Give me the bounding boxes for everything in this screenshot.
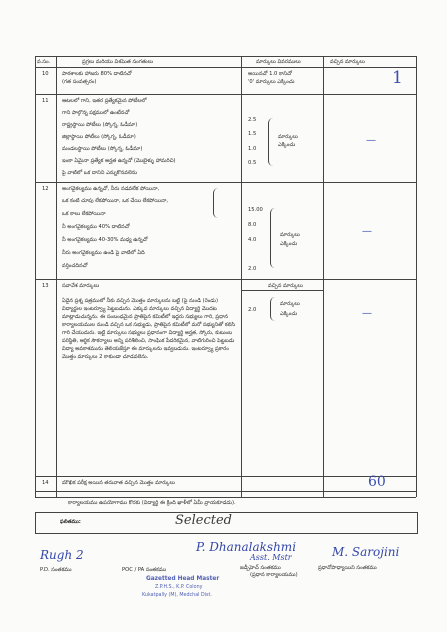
- stamp-line-3: Kukatpally (M), Medchal Dist.: [142, 593, 212, 598]
- row-11-line-6: ఇంకా ఏమైనా ప్రత్యేక అర్హత ఉన్నచో (మొబైళ్ళు హామరిచి): [62, 158, 176, 164]
- row-14-text: మౌఖిక పరీక్ష అయిన తరువాత వచ్చిన మొత్తం మార్కులు: [62, 480, 175, 486]
- row-11-brace: [268, 118, 273, 166]
- stamp-line-1: Gazetted Head Master: [146, 576, 220, 582]
- header-obtained: వచ్చిన మార్కులు: [330, 59, 365, 65]
- row-10-marks-1: అయినచో 1.0 కానిచో: [248, 71, 292, 77]
- header-sno: వ.సం.: [37, 59, 51, 65]
- row-12-num: 12: [42, 186, 49, 192]
- row-11-value-3: 1.0: [248, 146, 257, 152]
- hm-signature-designation: Asst. Mstr: [250, 553, 292, 562]
- row-13-paragraph: ఏదైన ప్రశ్న పత్రములో నీకు వచ్చిన మొత్తం మార్కులను బట్టి (పై నుండి (రెండు) విద్యార్థుల ఇంటర్వ్యూ పెట్టబడును. ఎక్కువ మార్కులు వచ్చిన విద్యార్థి మొదట మాట్లాడుచున్నను. ఈ సంబంధమైన ప్రాతిపైన కమిటీలో ఇద్దరు సభ్యులు గారి, ప్రధాన కార్యాలయముల నుండి వచ్చిన ఒక సభ్యుడు, ప్రాతిపైన కమిటీలో మరో సభ్యునితో కలిసి గారి చేయుదురు. ఇట్టి మార్కులు సభ్యులు ప్రధానంగా విద్యార్థి అర్హత, స్కోరు, కుటుంబ పరిస్థితి, ఆర్థిక సౌకర్యాలు అన్ని పరిశీలించి, సాంఘిక పేదరికమైన, వాటిగురించి పెట్టబడు విద్యా అవకాశమును తెలియజేస్తూ ఈ మార్కులను ఇవ్వబడును. ఇంటర్వ్యూ ప్రకారం మొత్తం మార్కులు 2 కాకుండా చూడవలెను.: [62, 298, 236, 361]
- header-particulars: ప్రగ్రలు మరియు విశపెుత సంగతులు: [82, 59, 154, 65]
- row-12-line-3: ఒక కాలు లేకపోయినా: [62, 211, 106, 217]
- row-13-value: 2.0: [248, 307, 257, 313]
- row-11-marks-label-1: మార్కులు: [278, 134, 298, 140]
- row-13-obtained: —: [362, 308, 372, 319]
- row-13-marks-label-1: మార్కులు: [280, 301, 300, 307]
- row-11-value-4: 0.5: [248, 160, 257, 166]
- result-label: ఫలితము:: [60, 519, 81, 525]
- row-12-line-4: నీ అంగవైకల్యము 40% దాటినచో: [62, 224, 130, 230]
- row-11-obtained: —: [366, 135, 376, 146]
- row-11-line-1: ఆటలలో గాని, ఇతర ప్రత్యేకమైన పోటీలలో: [62, 98, 147, 104]
- row-12-line-2: ఒక కంటి చూపు లేకపోయినా, ఒక చేయి లేకపోయినా,: [62, 198, 169, 204]
- headmistress-signature-label: ప్రధానోపాధ్యాయిని సంతకము: [318, 565, 377, 571]
- row-10-line-1: పాఠశాలకు హాజరు 80% దాటినచో: [62, 71, 132, 77]
- row-11-line-2: గాని పాల్గొన్న పక్షములో ఉంటేనచో: [62, 110, 130, 116]
- row-12-value-1: 15.00: [248, 207, 263, 213]
- row-10-line-2: (గత సంవత్సరం): [62, 79, 97, 85]
- row-11-value-1: 2.5: [248, 117, 257, 123]
- row-12-line-5: నీ అంగవైకల్యము 40-30% మధ్య ఉన్నచో: [62, 237, 148, 243]
- row-11-line-3: రాష్ట్రస్థాయి పోటీలు (స్కోగ్న, ఓడీమా): [62, 122, 138, 128]
- pd-signature: Rugh 2: [40, 548, 84, 562]
- row-12-line-7: వర్తించదినచో: [62, 263, 88, 269]
- row-10-marks-2: '0' మార్కులు ఎక్కించు: [248, 79, 295, 85]
- row-12-line-1: అంగవైకల్యము ఉన్నచో, నీరు నడవలేక పోయినా,: [62, 186, 160, 192]
- header-marks-detail: మార్కులు వివరములు: [256, 59, 301, 65]
- row-11-value-2: 1.5: [248, 131, 257, 137]
- row-12-marks-label-1: మార్కులు: [280, 232, 300, 238]
- row-13-brace: [270, 297, 275, 321]
- row-14-num: 14: [42, 480, 49, 486]
- poc-signature-label: POC / PA సంతకము: [122, 567, 167, 573]
- row-12-value-4: 2.0: [248, 266, 257, 272]
- row-12-left-brace: [213, 188, 218, 218]
- pd-signature-label: P.D. సంతకము: [40, 567, 72, 573]
- hm-signature: P. Dhanalakshmi: [196, 540, 297, 554]
- row-14-obtained: 60: [368, 474, 386, 490]
- stamp-line-2: Z.P.H.S., K.P. Colony: [155, 585, 203, 590]
- row-12-value-2: 8.0: [248, 222, 257, 228]
- row-12-line-6: నీరు అంగవైకల్యము ఉండి పై వాటిలో ఏది: [62, 250, 145, 256]
- result-value: Selected: [175, 513, 232, 528]
- zphs-signature-sub: (ప్రధాన కార్యాలయము): [250, 572, 298, 578]
- row-11-line-4: జిల్లాస్థాయి పోటీలు (స్కోగ్న, ఓడీమా): [62, 134, 136, 140]
- row-11-line-7: పై వాటిలో ఒక దానిని ఎన్నుకొనవలెను: [62, 170, 138, 176]
- row-12-marks-label-2: ఎక్కించు: [280, 241, 298, 247]
- row-12-brace: [270, 208, 275, 268]
- headmistress-signature: M. Sarojini: [332, 545, 400, 559]
- zphs-signature-label: జడ్పీహెచ్ సంతకము: [240, 565, 281, 571]
- row-12-obtained: —: [362, 226, 372, 237]
- row-12-value-3: 4.0: [248, 237, 257, 243]
- row-11-line-5: మండలస్థాయి పోటీలు (స్కోగ్న, ఓడీమా): [62, 146, 143, 152]
- office-use-note: కార్యాలయము ఉపయోగాము కొరకు (విద్యార్థి ఈ క్రింది ఖాళీలో ఏమీ వ్రాయకూడదు).: [68, 500, 236, 506]
- row-13-title: సవావేశ మార్కులు: [62, 283, 100, 289]
- row-10-num: 10: [42, 71, 49, 77]
- row-13-marks-label-2: ఎక్కించు: [280, 311, 298, 317]
- row-10-obtained: 1: [392, 68, 403, 88]
- row-11-marks-label-2: ఎక్కించు: [278, 142, 296, 148]
- row-11-num: 11: [42, 98, 49, 104]
- row-13-num: 13: [42, 283, 49, 289]
- row-13-obtained-header: వచ్చిన మార్కులు: [268, 283, 303, 289]
